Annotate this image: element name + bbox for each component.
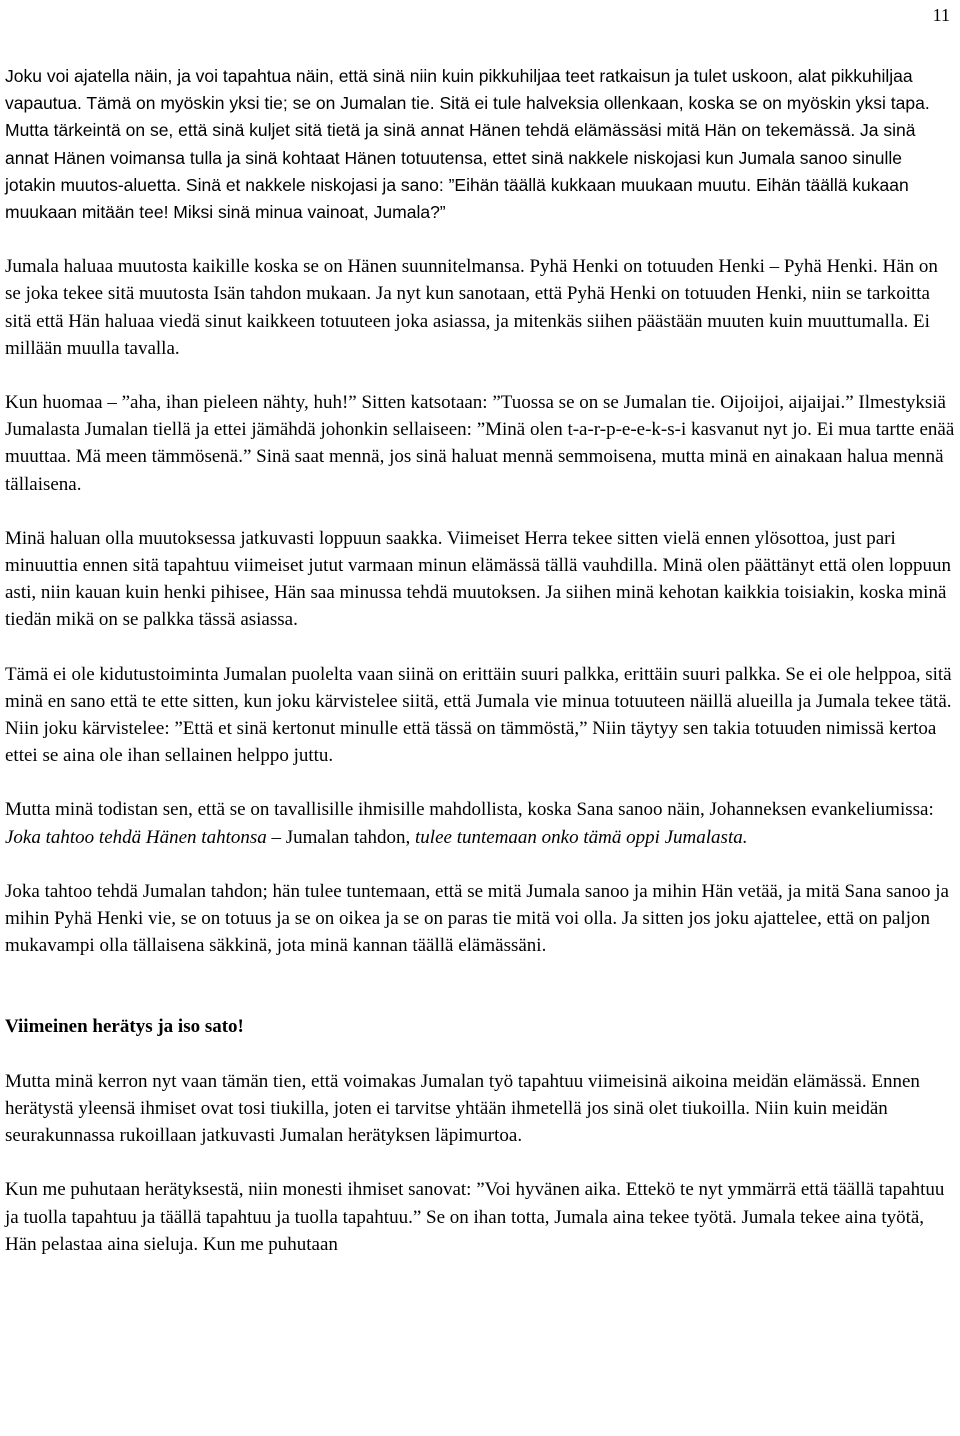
paragraph-8: Mutta minä kerron nyt vaan tämän tien, että voimakas Jumalan työ tapahtuu viimeisinä aikoina meidän elämässä. Ennen herätystä yleensä ihmiset ovat tosi tiukilla, joten ei tarvitse yhtään ihmetellä jos sinä olet tiukoilla. Niin kuin meidän seurakunnassa rukoillaan jatkuvasti Jumalan herätyksen läpimurtoa. [5, 1070, 920, 1147]
paragraph-5: Tämä ei ole kidutustoiminta Jumalan puolelta vaan siinä on erittäin suuri palkka, erittäin suuri palkka. Se ei ole helppoa, sitä minä en sano että te ette sitten, kun joku kärvistelee siitä, että Jumala vie minua totuuteen näillä alueilla ja Jumala tekee tätä. Niin joku kärvistelee: ”Että et sinä kertonut minulle että tässä on tämmöstä,” Niin täytyy sen takia totuuden nimissä kertoa ettei se aina ole ihan sellainen helppo juttu. [5, 663, 952, 767]
page-number: 11 [932, 5, 950, 25]
paragraph-4: Minä haluan olla muutoksessa jatkuvasti loppuun saakka. Viimeiset Herra tekee sitten vielä ennen ylösottoa, just pari minuuttia ennen sitä tapahtuu viimeiset jutut varmaan minun elämässä tällä vauhdilla. Minä olen päättänyt että olen loppuun asti, niin kauan kuin henki pihisee, Hän saa minussa tehdä muutoksen. Ja siihen minä kehotan kaikkia toisiakin, koska minä tiedän mikä on se palkka tässä asiassa. [5, 527, 952, 631]
section-heading: Viimeinen herätys ja iso sato! [5, 1016, 244, 1038]
paragraph-7: Joka tahtoo tehdä Jumalan tahdon; hän tulee tuntemaan, että se mitä Jumala sanoo ja mihin Hän vetää, ja mitä Sana sanoo ja mihin Pyhä Henki vie, se on totuus ja se on oikea ja se on paras tie mitä voi olla. Ja sitten jos joku ajattelee, että on paljon mukavampi olla tällaisena säkkinä, jota minä kannan täällä elämässäni. [5, 880, 949, 957]
paragraph-6-text-a: Mutta minä todistan sen, että se on tavallisille ihmisille mahdollista, koska Sana sanoo näin, Johanneksen evankeliumissa: [5, 799, 934, 821]
paragraph-2: Jumala haluaa muutosta kaikille koska se on Hänen suunnitelmansa. Pyhä Henki on totuuden Henki – Pyhä Henki. Hän on se joka tekee sitä muutosta Isän tahdon mukaan. Ja nyt kun sanotaan, että Pyhä Henki on totuuden Henki, niin se tarkoitta sitä että Hän haluaa viedä sinut kaikkeen totuuteen joka asiassa, ja mitenkäs siihen päästään muuten kuin muuttumalla. Ei millään muulla tavalla. [5, 256, 938, 359]
paragraph-6-italic-a: Joka tahtoo tehdä Hänen tahtonsa [5, 826, 267, 848]
paragraph-6-italic-b: tulee tuntemaan onko tämä oppi Jumalasta. [415, 826, 748, 848]
paragraph-3: Kun huomaa – ”aha, ihan pieleen nähty, huh!” Sitten katsotaan: ”Tuossa se on se Jumalan tie. Oijoijoi, aijaijai.” Ilmestyksiä Jumalasta Jumalan tiellä ja ettei jämähdä johonkin sellaiseen: ”Minä olen t-a-r-p-e-e-k-s-i kasvanut nyt jo. Ei mua tartte enää muuttaa. Mä meen tämmösenä.” Sinä saat mennä, jos sinä haluat mennä semmoisena, mutta minä en ainakaan halua mennä tällaisena. [5, 392, 955, 495]
document-body [5, 63, 955, 1285]
paragraph-1: Joku voi ajatella näin, ja voi tapahtua näin, että sinä niin kuin pikkuhiljaa teet ratkaisun ja tulet uskoon, alat pikkuhiljaa vapautua. Tämä on myöskin yksi tie; se on Jumalan tie. Sitä ei tule halveksia ollenkaan, koska se on myöskin yksi tapa. Mutta tärkeintä on se, että sinä kuljet sitä tietä ja sinä annat Hänen tehdä elämässäsi mitä Hän on tekemässä. Ja sinä annat Hänen voimansa tulla ja sinä kohtaat Hänen totuutensa, ettet sinä nakkele niskojasi kun Jumala sanoo sinulle jotakin muutos-aluetta. Sinä et nakkele niskojasi ja sano: ”Eihän täällä kukkaan muukaan muutu. Eihän täällä kukaan muukaan mitään tee! Miksi sinä minua vainoat, Jumala?” [5, 66, 930, 223]
paragraph-9: Kun me puhutaan herätyksestä, niin monesti ihmiset sanovat: ”Voi hyvänen aika. Ettekö te nyt ymmärrä että täällä tapahtuu ja tuolla tapahtuu ja täällä tapahtuu ja tuolla tapahtuu.” Se on ihan totta, Jumala aina tekee työtä. Jumala tekee aina työtä, Hän pelastaa aina sieluja. Kun me puhutaan [5, 1179, 945, 1255]
paragraph-6 [5, 796, 955, 850]
paragraph-6-text-b: – Jumalan tahdon, [266, 826, 416, 848]
